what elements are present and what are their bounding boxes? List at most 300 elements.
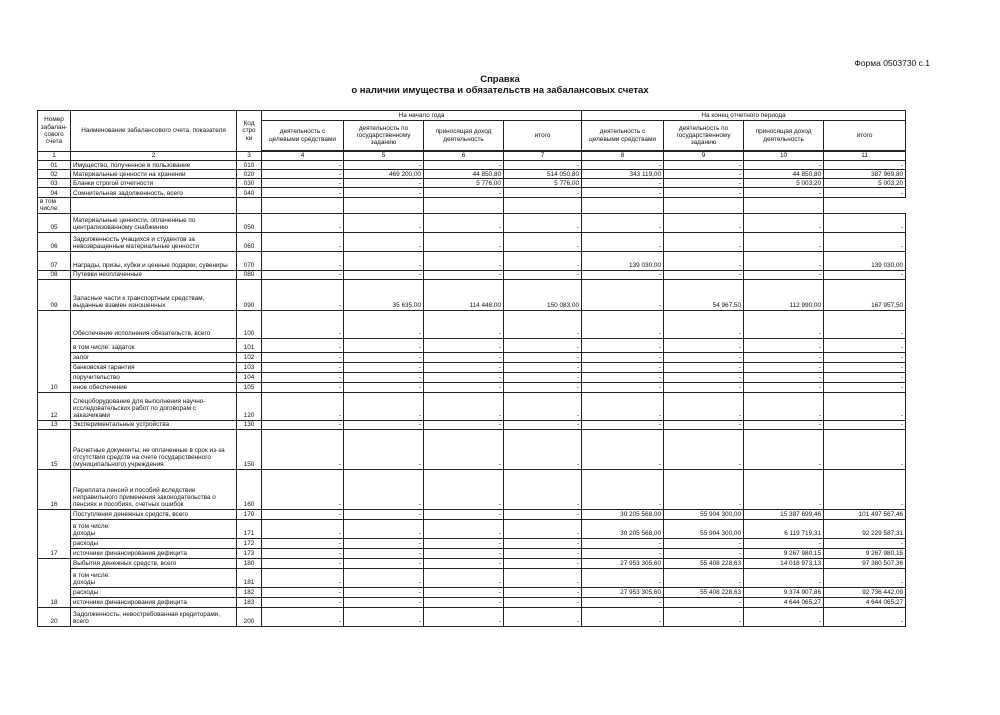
value-cell: - (744, 568, 824, 587)
value-cell: - (504, 392, 582, 420)
value-cell: - (504, 352, 582, 362)
value-cell: - (504, 519, 582, 538)
column-number: 6 (424, 152, 504, 161)
value-cell: - (664, 251, 744, 270)
column-number: 5 (344, 152, 424, 161)
value-cell: - (824, 213, 906, 232)
value-cell: - (582, 392, 664, 420)
value-cell: - (424, 161, 504, 170)
table-row (38, 362, 906, 372)
value-cell: 92 736 442,09 (824, 587, 906, 597)
value-cell: - (504, 548, 582, 558)
row-code: 172 (237, 538, 262, 548)
value-cell: - (424, 270, 504, 279)
account-number: 15 (38, 429, 71, 469)
value-cell (582, 198, 664, 214)
value-cell: - (424, 558, 504, 568)
value-cell: - (424, 509, 504, 519)
row-label-part: в том числе: (73, 572, 110, 579)
value-cell: - (262, 392, 344, 420)
value-cell: - (664, 372, 744, 382)
value-cell: - (504, 338, 582, 352)
value-cell: - (664, 362, 744, 372)
value-cell: - (262, 568, 344, 587)
row-code: 180 (237, 558, 262, 568)
value-cell: 5 003,20 (824, 179, 906, 188)
value-cell: - (504, 420, 582, 429)
row-label: в том числе: (38, 198, 71, 214)
value-cell: - (424, 568, 504, 587)
value-cell: - (664, 270, 744, 279)
value-cell: - (744, 251, 824, 270)
value-cell: 30 205 568,00 (582, 509, 664, 519)
value-cell: - (504, 310, 582, 338)
value-cell: 4 644 065,27 (824, 597, 906, 607)
row-label: Материальные ценности, оплаченные по централизованному снабжению (71, 213, 237, 232)
row-code: 105 (237, 382, 262, 392)
value-cell: - (582, 362, 664, 372)
value-cell: - (262, 338, 344, 352)
header-income: приносящая доход деятельность (424, 121, 504, 151)
value-cell: - (504, 538, 582, 548)
value-cell: - (664, 597, 744, 607)
value-cell: 9 267 980,15 (744, 548, 824, 558)
value-cell (344, 198, 424, 214)
table-row (38, 251, 906, 270)
value-cell: - (424, 429, 504, 469)
value-cell: - (504, 509, 582, 519)
value-cell: - (582, 352, 664, 362)
value-cell: - (664, 170, 744, 179)
value-cell: - (424, 362, 504, 372)
row-label: расходы (71, 587, 237, 597)
row-code: 090 (237, 279, 262, 310)
table-row (38, 232, 906, 251)
value-cell: 27 953 305,60 (582, 558, 664, 568)
column-number: 7 (504, 152, 582, 161)
column-number: 2 (71, 152, 237, 161)
value-cell: - (744, 429, 824, 469)
value-cell: - (424, 587, 504, 597)
value-cell: 514 050,80 (504, 170, 582, 179)
value-cell: 9 267 980,15 (824, 548, 906, 558)
value-cell: - (664, 179, 744, 188)
document-title: Справка (480, 74, 520, 85)
value-cell: - (504, 568, 582, 587)
value-cell: - (824, 232, 906, 251)
value-cell: 27 953 305,60 (582, 587, 664, 597)
table-row (38, 420, 906, 429)
account-number: 10 (38, 310, 71, 392)
value-cell: - (344, 362, 424, 372)
value-cell: - (824, 429, 906, 469)
value-cell: - (664, 382, 744, 392)
value-cell: - (824, 420, 906, 429)
value-cell: - (664, 548, 744, 558)
value-cell: - (824, 270, 906, 279)
row-label: Спецоборудование для выполнения научно-исследовательских работ по договорам с заказчиками (71, 392, 237, 420)
table-row (38, 270, 906, 279)
value-cell: - (504, 372, 582, 382)
value-cell: - (424, 310, 504, 338)
value-cell (744, 198, 824, 214)
value-cell: - (504, 587, 582, 597)
value-cell: - (344, 420, 424, 429)
row-code: 103 (237, 362, 262, 372)
column-number: 11 (824, 152, 906, 161)
account-number: 09 (38, 279, 71, 310)
row-code: 030 (237, 179, 262, 188)
value-cell: - (424, 548, 504, 558)
value-cell: - (664, 338, 744, 352)
table-row (38, 372, 906, 382)
value-cell: - (744, 352, 824, 362)
value-cell: - (664, 213, 744, 232)
table-row (38, 558, 906, 568)
value-cell: - (744, 161, 824, 170)
row-label: Запасные части к транспортным средствам, выданные взамен изношенных (71, 279, 237, 310)
header-state: деятельность по государственному заданию (344, 121, 424, 151)
table-row (38, 538, 906, 548)
column-number: 3 (237, 152, 262, 161)
value-cell: - (344, 372, 424, 382)
value-cell: - (664, 420, 744, 429)
value-cell: - (744, 213, 824, 232)
row-code: 200 (237, 607, 262, 626)
value-cell: - (424, 232, 504, 251)
value-cell: - (262, 251, 344, 270)
column-number: 10 (744, 152, 824, 161)
value-cell: - (582, 469, 664, 509)
row-label: Путевки неоплаченные (71, 270, 237, 279)
header-row (38, 111, 906, 121)
value-cell: - (824, 392, 906, 420)
value-cell: - (582, 372, 664, 382)
value-cell (262, 198, 344, 214)
account-number: 06 (38, 232, 71, 251)
value-cell: - (344, 607, 424, 626)
value-cell: 55 904 300,00 (664, 509, 744, 519)
value-cell: - (262, 279, 344, 310)
column-number: 1 (38, 152, 71, 161)
row-label-part: в том числе: (73, 523, 110, 530)
value-cell: 167 957,50 (824, 279, 906, 310)
value-cell: - (504, 558, 582, 568)
value-cell: - (424, 597, 504, 607)
value-cell: - (824, 469, 906, 509)
row-code: 170 (237, 509, 262, 519)
table-row (38, 382, 906, 392)
row-label: Переплата пенсий и пособий вследствие неправильного применения законодательства о пенсиях и пособиях, счетных ошибок (71, 469, 237, 509)
form-code: Форма 0503730 с.1 (854, 58, 930, 68)
row-code: 130 (237, 420, 262, 429)
row-code: 150 (237, 429, 262, 469)
value-cell: - (664, 352, 744, 362)
row-code: 050 (237, 213, 262, 232)
row-label: Экспериментальные устройства (71, 420, 237, 429)
value-cell: - (262, 362, 344, 372)
value-cell: - (824, 382, 906, 392)
table-row (38, 519, 906, 538)
row-label: Бланки строгой отчетности (71, 179, 237, 188)
value-cell: 5 776,00 (504, 179, 582, 188)
header-total: итого (504, 121, 582, 151)
value-cell: - (824, 372, 906, 382)
value-cell: - (504, 161, 582, 170)
value-cell: - (582, 310, 664, 338)
value-cell: 387 969,80 (824, 170, 906, 179)
table-row (38, 597, 906, 607)
table-row (38, 352, 906, 362)
value-cell: - (664, 232, 744, 251)
value-cell: - (824, 338, 906, 352)
header-target: деятельность с целевыми средствами (262, 121, 344, 151)
table-row (38, 469, 906, 509)
row-code: 173 (237, 548, 262, 558)
row-label: банковская гарантия (71, 362, 237, 372)
column-number: 9 (664, 152, 744, 161)
value-cell: - (744, 420, 824, 429)
value-cell: - (344, 587, 424, 597)
table-row (38, 568, 906, 587)
row-code: 171 (237, 519, 262, 538)
column-numbers-row (38, 152, 906, 161)
value-cell: - (344, 519, 424, 538)
value-cell: - (582, 429, 664, 469)
row-label: Поступления денежных средств, всего (71, 509, 237, 519)
value-cell: - (582, 420, 664, 429)
table-row (38, 509, 906, 519)
value-cell: - (744, 392, 824, 420)
value-cell: - (504, 213, 582, 232)
row-label: иное обеспечение (71, 382, 237, 392)
value-cell: - (424, 213, 504, 232)
value-cell: 55 904 300,00 (664, 519, 744, 538)
value-cell: - (262, 469, 344, 509)
account-number: 18 (38, 558, 71, 607)
row-code: 104 (237, 372, 262, 382)
table-row (38, 213, 906, 232)
row-label: Награды, призы, кубки и ценные подарки, сувениры (71, 251, 237, 270)
value-cell: - (744, 362, 824, 372)
header-start-period: На начало года (262, 111, 582, 121)
header-code: Код стро ки (237, 111, 262, 152)
value-cell: - (262, 519, 344, 538)
row-label-part: доходы (73, 579, 96, 587)
value-cell: - (744, 232, 824, 251)
table-row (38, 161, 906, 170)
value-cell: - (504, 232, 582, 251)
account-number: 02 (38, 170, 71, 179)
value-cell: - (424, 420, 504, 429)
value-cell: - (664, 310, 744, 338)
value-cell: - (582, 179, 664, 188)
account-number: 20 (38, 607, 71, 626)
value-cell: - (262, 170, 344, 179)
value-cell: 35 635,00 (344, 279, 424, 310)
table-row (38, 607, 906, 626)
value-cell: - (664, 188, 744, 198)
value-cell: - (344, 597, 424, 607)
table-row (38, 198, 906, 214)
table-row (38, 279, 906, 310)
value-cell: - (344, 558, 424, 568)
value-cell (664, 198, 744, 214)
value-cell: 44 850,80 (744, 170, 824, 179)
value-cell: - (664, 568, 744, 587)
value-cell: - (504, 469, 582, 509)
row-label: расходы (71, 538, 237, 548)
value-cell: 30 205 568,00 (582, 519, 664, 538)
value-cell: - (344, 310, 424, 338)
value-cell: - (262, 538, 344, 548)
value-cell: 4 644 065,27 (744, 597, 824, 607)
value-cell: - (744, 607, 824, 626)
header-name: Наименование забалансового счета, показателя (71, 111, 237, 152)
value-cell: - (424, 352, 504, 362)
value-cell: - (344, 213, 424, 232)
header-target: деятельность с целевыми средствами (582, 121, 664, 151)
value-cell: - (824, 538, 906, 548)
table-row (38, 179, 906, 188)
row-code: 020 (237, 170, 262, 179)
value-cell: - (424, 519, 504, 538)
value-cell: 55 408 228,63 (664, 558, 744, 568)
value-cell: - (344, 161, 424, 170)
value-cell: 5 776,00 (424, 179, 504, 188)
value-cell: - (824, 161, 906, 170)
value-cell: - (344, 232, 424, 251)
value-cell: 112 990,00 (744, 279, 824, 310)
table-row (38, 188, 906, 198)
value-cell: 150 083,00 (504, 279, 582, 310)
value-cell: - (262, 607, 344, 626)
account-number: 12 (38, 392, 71, 420)
row-code: 010 (237, 161, 262, 170)
column-number: 8 (582, 152, 664, 161)
header-acc-no: Номер забалан-сового счета (38, 111, 71, 152)
value-cell: - (344, 270, 424, 279)
account-number: 16 (38, 469, 71, 509)
row-code: 101 (237, 338, 262, 352)
row-code: 160 (237, 469, 262, 509)
value-cell: 14 018 973,13 (744, 558, 824, 568)
value-cell: - (344, 382, 424, 392)
row-label: в том числе: задаток (71, 338, 237, 352)
table-row (38, 392, 906, 420)
value-cell: - (262, 420, 344, 429)
value-cell: - (262, 372, 344, 382)
value-cell: - (582, 161, 664, 170)
value-cell: 92 229 587,31 (824, 519, 906, 538)
row-label: Задолженность, невостребованная кредиторами, всего (71, 607, 237, 626)
value-cell: - (582, 548, 664, 558)
account-number: 03 (38, 179, 71, 188)
value-cell: - (504, 607, 582, 626)
account-number: 13 (38, 420, 71, 429)
value-cell: - (824, 568, 906, 587)
row-label: источники финансирования дефицита (71, 548, 237, 558)
value-cell: - (424, 251, 504, 270)
account-number: 17 (38, 509, 71, 558)
value-cell: - (744, 372, 824, 382)
value-cell: - (504, 429, 582, 469)
value-cell: - (424, 372, 504, 382)
row-code: 181 (237, 568, 262, 587)
value-cell: - (344, 352, 424, 362)
table-row (38, 310, 906, 338)
value-cell: - (744, 538, 824, 548)
header-income: приносящая доход деятельность (744, 121, 824, 151)
value-cell: - (262, 558, 344, 568)
value-cell: - (744, 469, 824, 509)
row-label: Обеспечение исполнения обязательств, всего (71, 310, 237, 338)
value-cell: - (824, 188, 906, 198)
account-number: 05 (38, 213, 71, 232)
value-cell: - (582, 382, 664, 392)
value-cell: - (504, 188, 582, 198)
table-row (38, 587, 906, 597)
table-row (38, 548, 906, 558)
value-cell: - (262, 587, 344, 597)
value-cell: 139 030,00 (824, 251, 906, 270)
value-cell: - (582, 607, 664, 626)
value-cell: - (582, 538, 664, 548)
account-number: 07 (38, 251, 71, 270)
value-cell: - (424, 188, 504, 198)
row-code: 183 (237, 597, 262, 607)
row-code: 120 (237, 392, 262, 420)
value-cell: - (344, 429, 424, 469)
row-label: Имущество, полученное в пользование (71, 161, 237, 170)
row-code: 100 (237, 310, 262, 338)
value-cell: - (344, 469, 424, 509)
document-subtitle: о наличии имущества и обязательств на забалансовых счетах (351, 85, 649, 96)
value-cell: 5 003,20 (744, 179, 824, 188)
value-cell: 114 448,00 (424, 279, 504, 310)
offbalance-table (37, 110, 906, 627)
table-row (38, 338, 906, 352)
value-cell: - (424, 538, 504, 548)
row-code: 102 (237, 352, 262, 362)
row-label: источники финансирования дефицита (71, 597, 237, 607)
table-row (38, 429, 906, 469)
row-code: 060 (237, 232, 262, 251)
value-cell: - (262, 270, 344, 279)
value-cell: - (744, 338, 824, 352)
row-label (71, 568, 237, 587)
account-number: 04 (38, 188, 71, 198)
value-cell: 15 387 699,46 (744, 509, 824, 519)
value-cell: - (664, 392, 744, 420)
value-cell: - (344, 509, 424, 519)
value-cell: - (824, 607, 906, 626)
value-cell: - (262, 429, 344, 469)
value-cell: - (262, 161, 344, 170)
value-cell: - (344, 179, 424, 188)
value-cell: 343 119,00 (582, 170, 664, 179)
row-label: Сомнительная задолженность, всего (71, 188, 237, 198)
value-cell: - (344, 538, 424, 548)
value-cell: - (424, 382, 504, 392)
value-cell: - (262, 179, 344, 188)
header-state: деятельность по государственному заданию (664, 121, 744, 151)
row-label: Расчетные документы, не оплаченные в срок из-за отсутствия средств на счете государственного (муниципального) учреждения (71, 429, 237, 469)
row-label: залог (71, 352, 237, 362)
value-cell: - (824, 352, 906, 362)
value-cell: 139 030,00 (582, 251, 664, 270)
code-cell (71, 198, 237, 214)
